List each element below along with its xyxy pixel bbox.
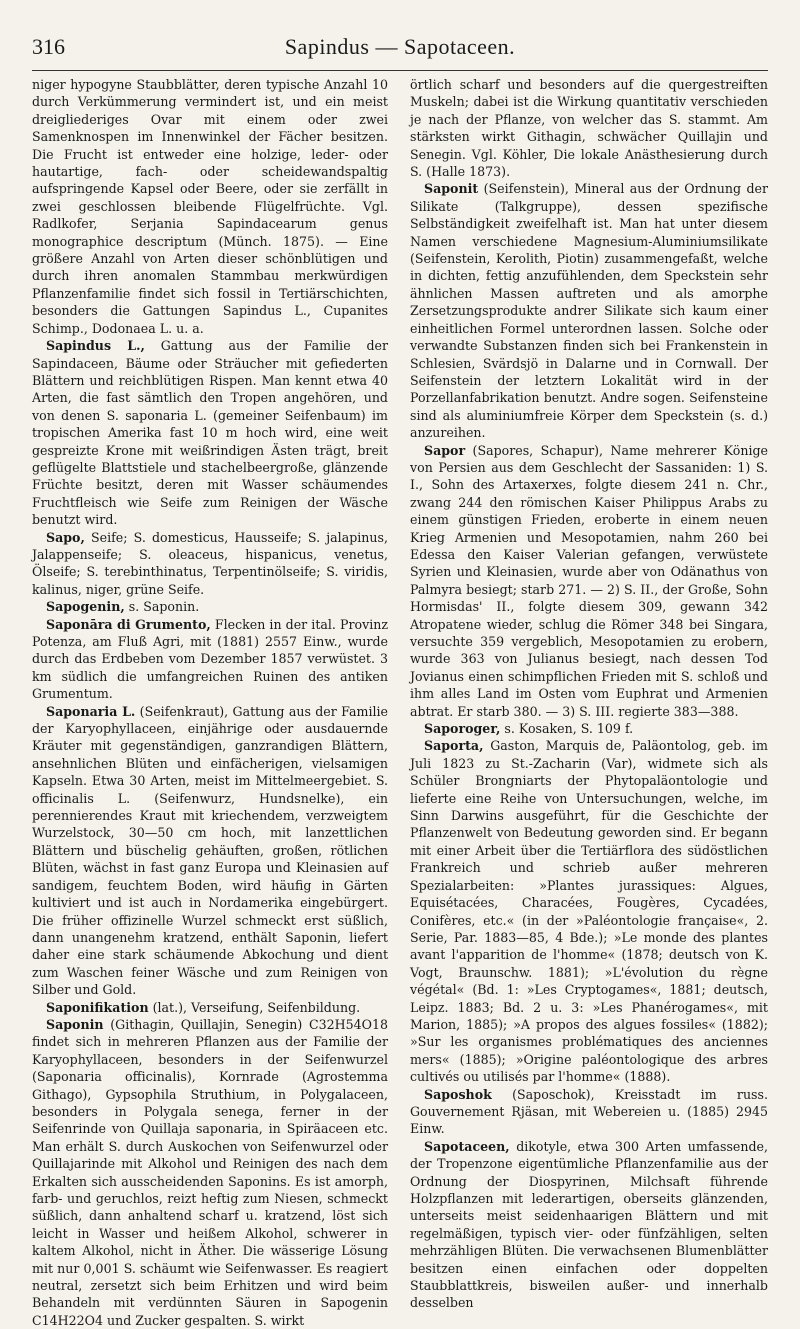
entry xyxy=(32,598,388,615)
entry-text: örtlich scharf und besonders auf die quergestreiften Muskeln; dabei ist die Wirkung quantitativ verschieden je nach der Pflanze, von welcher das S. stammt. Am stärksten wirkt Githagin, schwächer Quillajin und Senegin. Vgl. Köhler, Die lokale Anästhesierung durch S. (Halle 1873). xyxy=(410,77,768,180)
page-header xyxy=(32,30,768,71)
entry-text: Gattung aus der Familie der Sapindaceen, Bäume oder Sträucher mit gefiederten Blättern und reichblütigen Rispen. Man kennt etwa 40 Arten, die fast sämtlich den Tropen angehören, und von denen S. saponaria L. (gemeiner Seifenbaum) im tropischen Amerika fast 10 m hoch wird, eine weit gespreizte Krone mit weißrindigen Ästen trägt, breit geflügelte Blattstiele und stachelbeergroße, glänzende Früchte besitzt, deren mit Wasser schäumendes Fruchtfleisch wie Seife zum Reinigen der Wäsche benutzt wird. xyxy=(32,338,389,528)
entry xyxy=(32,999,388,1016)
entry-headword: Sapindus L., xyxy=(46,338,145,354)
entry-text: s. Kosaken, S. 109 f. xyxy=(500,721,634,737)
entry-text: (lat.), Verseifung, Seifenbildung. xyxy=(148,999,361,1015)
entry xyxy=(32,1016,388,1329)
entry-headword: Sapogenin, xyxy=(46,599,125,615)
page-number: 316 xyxy=(32,34,65,59)
entry xyxy=(410,76,768,180)
entry-text: (Sapores, Schapur), Name mehrerer Könige von Persien aus dem Geschlecht der Sassaniden: 1) S. I., Sohn des Artaxerxes, folgte diesem 241 n. Chr., zwang 244 den römischen Kaiser Philippus Arabs zu einem günstigen Frieden, eroberte in einem neuen Krieg Armenien und Mesopotamien, nahm 260 bei Edessa den Kaiser Valerian gefangen, verwüstete Syrien und Kleinasien, wurde aber von Odänathus von Palmyra besiegt; starb 271. — 2) S. II., der Große, Sohn Hormisdas' II., folgte diesem 309, gewann 342 Atropatene wieder, schlug die Römer 348 bei Singara, versuchte 359 vergeblich, Mesopotamien zu erobern, wurde 363 von Julianus besiegt, nach dessen Tod Jovianus einen schimpflichen Frieden mit S. schloß und ihm alles Land im Osten vom Euphrat und Armenien abtrat. Er starb 380. — 3) S. III. regierte 383—388. xyxy=(410,442,768,719)
entry-headword: Saposhok xyxy=(424,1086,492,1102)
entry xyxy=(32,337,388,528)
entry-headword: Saponit xyxy=(424,181,479,197)
entry-text: Flecken in der ital. Provinz Potenza, am Fluß Agri, mit (1881) 2557 Einw., wurde durch das Erdbeben vom Dezember 1857 verwüstet. 3 km südlich die umfangreichen Ruinen des antiken Grumentum. xyxy=(32,616,388,702)
entry-text: (Seifenkraut), Gattung aus der Familie der Karyophyllaceen, einjährige oder ausdauernde Kräuter mit gegenständigen, ganzrandigen Blättern, ansehnlichen Blüten und einfächerigen, vielsamigen Kapseln. Etwa 30 Arten, meist im Mittelmeergebiet. S. officinalis L. (Seifenwurz, Hundsnelke), ein perennierendes Kraut mit kriechendem, verzweigtem Wurzelstock, 30—50 cm hoch, mit lanzettlichen Blättern und büschelig gehäuften, großen, rötlichen Blüten, wächst in fast ganz Europa und Kleinasien auf sandigem, feuchtem Boden, wird häufig in Gärten kultiviert und ist auch in Nordamerika eingebürgert. Die früher offizinelle Wurzel schmeckt erst süßlich, dann unangenehm kratzend, enthält Saponin, liefert daher eine stark schäumende Abkochung und dient zum Waschen feiner Wäsche und zum Reinigen von Silber und Gold. xyxy=(32,703,388,998)
entry-headword: Saponin xyxy=(46,1016,104,1032)
entry-text: Seife; S. domesticus, Hausseife; S. jalapinus, Jalappenseife; S. oleaceus, hispanicus, venetus, Ölseife; S. terebinthinatus, Terpentinölseife; S. viridis, kalinus, niger, grüne Seife. xyxy=(32,529,388,597)
entry-text: niger hypogyne Staubblätter, deren typische Anzahl 10 durch Verkümmerung vermindert ist, und ein meist dreigliederiges Ovar mit einem oder zwei Samenknospen im Innenwinkel der Fächer besitzen. Die Frucht ist entweder eine holzige, leder- oder hautartige, fach- oder scheidewandspaltig aufspringende Kapsel oder Beere, oder sie zerfällt in zwei geschlossen bleibende Flügelfrüchte. Vgl. Radlkofer, Serjania Sapindacearum genus monographice descriptum (Münch. 1875). — Eine größere Anzahl von Arten dieser schönblütigen und durch ihren anomalen Stammbau merkwürdigen Pflanzenfamilie findet sich fossil in Tertiärschichten, besonders die Gattungen Sapindus L., Cupanites Schimp., Dodonaea L. u. a. xyxy=(32,77,388,336)
entry xyxy=(410,442,768,721)
entry-text: (Seifenstein), Mineral aus der Ordnung der Silikate (Talkgruppe), dessen spezifische Selbständigkeit zweifelhaft ist. Man hat unter diesem Namen verschiedene Magnesium-Aluminiumsilikate (Seifenstein, Kerolith, Piotin) zusammengefaßt, welche in dichten, fettig anzufühlenden, dem Speckstein sehr ähnlichen Massen auftreten und als amorphe Zersetzungsprodukte andrer Silikate sich kaum einer einheitlichen Formel unterordnen lassen. Solche oder verwandte Substanzen finden sich bei Frankenstein in Schlesien, Svärdsjö in Dalarne und in Cornwall. Der Seifenstein der letztern Lokalität wird in der Porzellanfabrikation benutzt. Andre sogen. Seifensteine sind als aluminiumfreie Körper dem Speckstein (s. d.) anzureihen. xyxy=(410,181,768,441)
entry-text: (Saposchok), Kreisstadt im russ. Gouvernement Rjäsan, mit Webereien u. (1885) 2945 Einw. xyxy=(410,1086,768,1137)
entry-headword: Sapo, xyxy=(46,529,85,545)
entry xyxy=(32,76,388,337)
entry-headword: Saponifikation xyxy=(46,999,149,1015)
entry-headword: Saporoger, xyxy=(424,721,501,737)
entry-headword: Saponāra di Grumento, xyxy=(46,616,211,632)
running-head: Sapindus — Sapotaceen. xyxy=(284,34,516,59)
entry-headword: Saponaria L. xyxy=(46,703,136,719)
entry xyxy=(410,1138,768,1312)
entry xyxy=(32,703,388,999)
entry-text: dikotyle, etwa 300 Arten umfassende, der Tropenzone eigentümliche Pflanzenfamilie aus der Ordnung der Diospyrinen, Milchsaft führende Holzpflanzen mit lederartigen, oberseits glänzenden, unterseits meist seidenhaarigen Blättern und mit regelmäßigen, typisch vier- oder fünfzähligen, selten mehrzähligen Blüten. Die verwachsenen Blumenblätter besitzen einen einfachen oder doppelten Staubblattkreis, bisweilen außer- und innerhalb desselben xyxy=(410,1138,768,1311)
entry xyxy=(410,720,768,737)
left-column xyxy=(32,76,389,1328)
entry xyxy=(32,529,388,599)
entry xyxy=(32,616,388,703)
entry xyxy=(410,180,768,441)
entry-text: s. Saponin. xyxy=(124,599,200,615)
entry-headword: Sapotaceen, xyxy=(424,1138,510,1154)
right-column xyxy=(410,76,768,1311)
entry-headword: Saporta, xyxy=(424,738,484,754)
entry-text: Gaston, Marquis de, Paläontolog, geb. im Juli 1823 zu St.-Zacharin (Var), widmete sich als Schüler Brongniarts der Phytopaläontologie und lieferte eine Reihe von Untersuchungen, welche, im Sinn Darwins ausgeführt, für die Geschichte der Pflanzenwelt von Bedeutung geworden sind. Er begann mit einer Arbeit über die Tertiärflora des südöstlichen Frankreich und schrieb außer mehreren Spezialarbeiten: »Plantes jurassiques: Algues, Equisétacées, Characées, Fougères, Cycadées, Conifères, etc.« (in der »Paléontologie française«, 2. Serie, Par. 1883—85, 4 Bde.); »Le monde des plantes avant l'apparition de l'homme« (1878; deutsch von K. Vogt, Braunschw. 1881); »L'évolution du règne végétal« (Bd. 1: »Les Cryptogames«, 1881; deutsch, Leipz. 1883; Bd. 2 u. 3: »Les Phanérogames«, mit Marion, 1885); »A propos des algues fossiles« (1882); »Sur les organismes problématiques des anciennes mers« (1885); »Origine paléontologique des arbres cultivés ou utilisés par l'homme« (1888). xyxy=(410,738,768,1085)
entry-text: (Githagin, Quillajin, Senegin) C32H54O18 findet sich in mehreren Pflanzen aus der Familie der Karyophyllaceen, besonders in der Seifenwurzel (Saponaria officinalis), Kornrade (Agrostemma Githago), Gypsophila Struthium, in Polygalaceen, besonders in Polygala senega, ferner in der Seifenrinde von Quillaja saponaria, in Spiräaceen etc. Man erhält S. durch Auskochen von Seifenwurzel oder Quillajarinde mit Alkohol und Reinigen des nach dem Erkalten sich ausscheidenden Saponins. Es ist amorph, farb- und geruchlos, reizt heftig zum Niesen, schmeckt süßlich, dann anhaltend scharf u. kratzend, löst sich leicht in Wasser und heißem Alkohol, schwerer in kaltem Alkohol, nicht in Äther. Die wässerige Lösung mit nur 0,001 S. schäumt wie Seifenwasser. Es reagiert neutral, zersetzt sich beim Erhitzen und wird beim Behandeln mit verdünnten Säuren in Sapogenin C14H22O4 und Zucker gespalten. S. wirkt xyxy=(32,1016,388,1328)
entry xyxy=(410,737,768,1085)
entry-headword: Sapor xyxy=(424,442,466,458)
entry xyxy=(410,1086,768,1138)
